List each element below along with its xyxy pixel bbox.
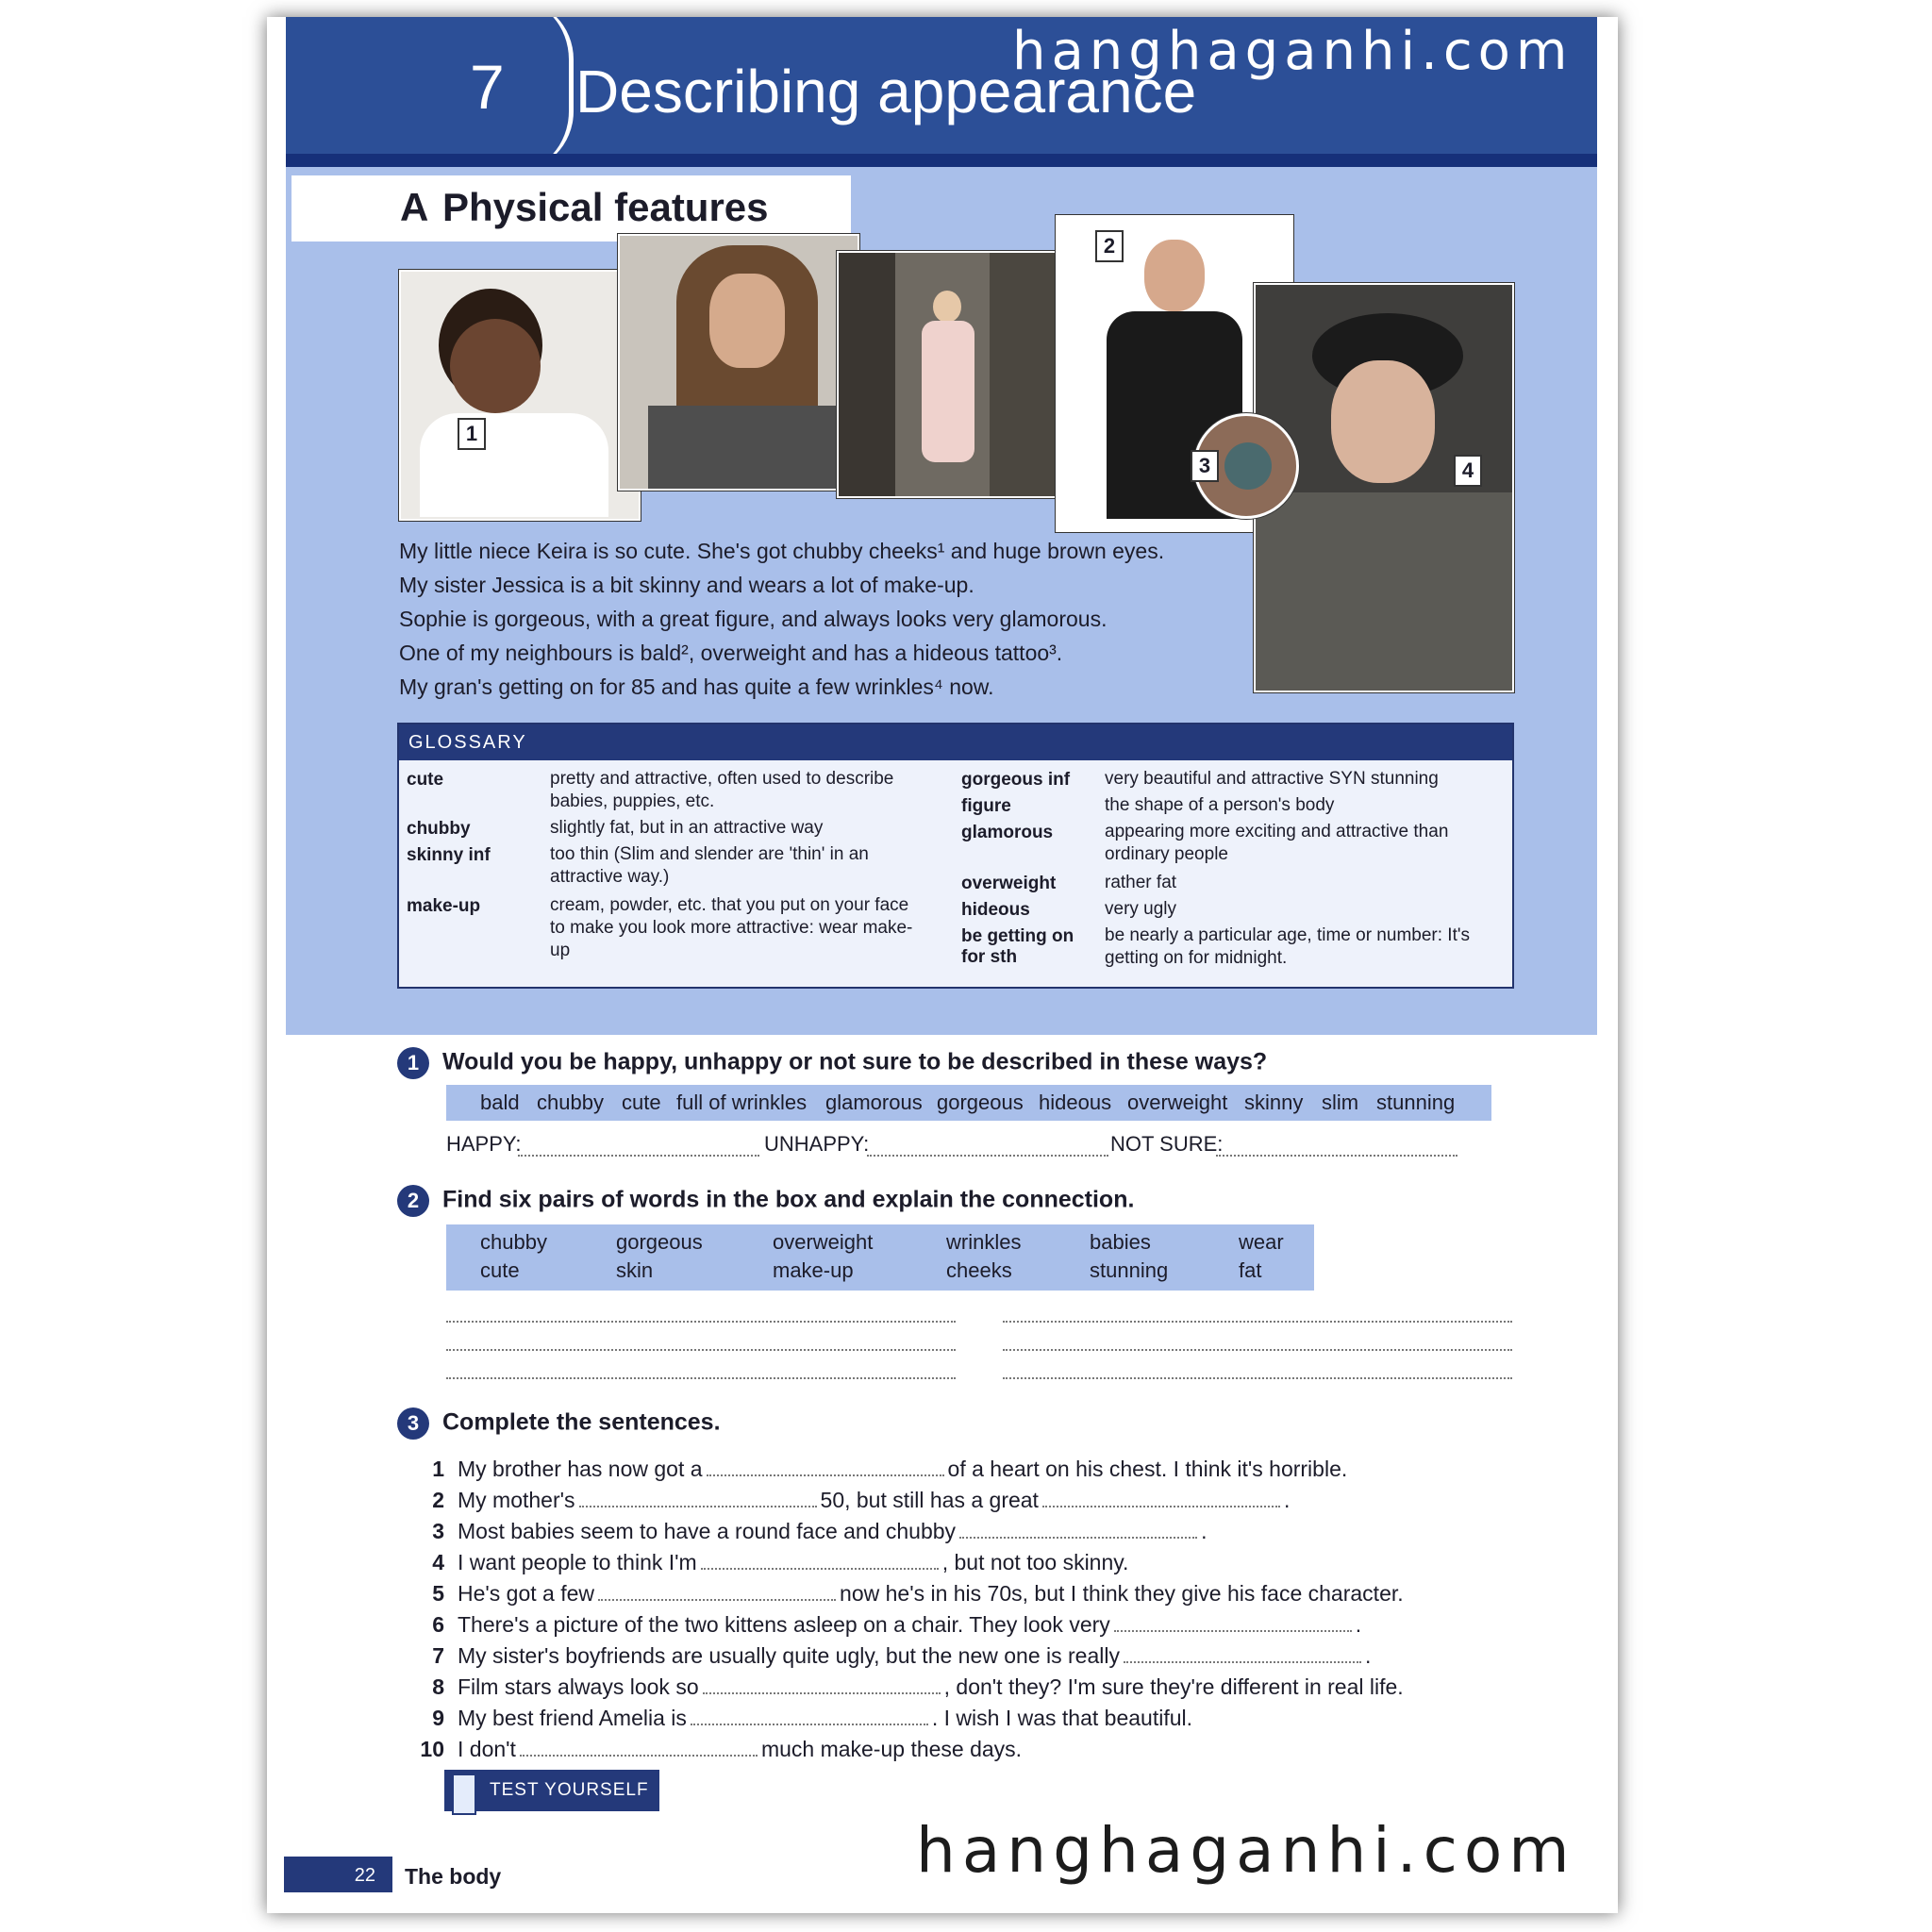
word-chip: wrinkles [946, 1230, 1022, 1254]
watermark-bottom: hanghaganhi.com [916, 1814, 1576, 1887]
sentence [399, 1488, 1437, 1513]
sentence-text: I don't [458, 1737, 516, 1761]
exercise-2-instruction: Find six pairs of words in the box and explain the connection. [442, 1186, 1135, 1213]
sentence-text: , but not too skinny. [941, 1550, 1129, 1574]
glossary-title-bar [399, 724, 1512, 760]
glossary-term: overweight [961, 874, 1057, 893]
sentence-number: 10 [420, 1737, 444, 1761]
glossary-definition: slightly fat, but in an attractive way [550, 818, 824, 838]
word-chip: gorgeous [616, 1230, 703, 1254]
photo-tag-4: 4 [1454, 455, 1482, 487]
answer-blank[interactable] [1124, 1644, 1361, 1663]
word-chip: cute [480, 1258, 520, 1282]
unit-number: 7 [470, 52, 505, 122]
sentence-number: 5 [432, 1581, 444, 1606]
answer-blank[interactable] [959, 1520, 1197, 1539]
glossary-definition: cream, powder, etc. that you put on your face to make you look more attractive: wear make-up [550, 895, 913, 960]
sentence-number: 8 [432, 1674, 444, 1699]
exercise-1-number: 1 [397, 1047, 429, 1079]
intro-text [399, 534, 1248, 704]
sentence-text: My brother has now got a [458, 1457, 703, 1481]
sentence-text: My sister's boyfriends are usually quite ugly, but the new one is really [458, 1643, 1120, 1668]
workbook-page [267, 17, 1618, 1913]
exercise-3-heading [397, 1407, 721, 1440]
glossary-term: skinny inf [407, 845, 491, 865]
photo-tag-3: 3 [1191, 450, 1219, 482]
unhappy-label: UNHAPPY: [764, 1132, 870, 1156]
not-sure-label: NOT SURE: [1110, 1132, 1224, 1156]
glossary-definition: too thin (Slim and slender are 'thin' in an attractive way.) [550, 844, 869, 887]
word-chip: stunning [1090, 1258, 1169, 1282]
sentence-text: . [1283, 1488, 1291, 1512]
exercise-1-word-box [446, 1085, 1491, 1121]
sentence-text: . [1364, 1643, 1372, 1668]
intro-line-5: My gran's getting on for 85 and has quite a few wrinkles⁴ now. [399, 675, 994, 699]
sentence-number: 3 [432, 1519, 444, 1543]
word-chip: full of wrinkles [676, 1091, 808, 1114]
sentence-number: 9 [432, 1706, 444, 1730]
exercise-2-heading [397, 1185, 1134, 1217]
word-chip: skin [616, 1258, 654, 1282]
glossary-box [397, 723, 1514, 989]
sentence-text: My mother's [458, 1488, 575, 1512]
answer-blank[interactable] [579, 1489, 817, 1507]
sentence-number: 2 [432, 1488, 444, 1512]
answer-line[interactable] [446, 1349, 956, 1351]
exercise-3-number: 3 [397, 1407, 429, 1440]
sentence-number: 4 [432, 1550, 444, 1574]
photo-baby [399, 270, 641, 521]
exercise-2-number: 2 [397, 1185, 429, 1217]
answer-line[interactable] [1003, 1377, 1512, 1379]
unit-title: Describing appearance [575, 58, 1197, 125]
glossary-definition: very beautiful and attractive SYN stunning [1105, 769, 1439, 789]
intro-line-4: One of my neighbours is bald², overweight and has a hideous tattoo³. [399, 641, 1063, 665]
word-chip: skinny [1244, 1091, 1304, 1114]
sentence [399, 1581, 1437, 1607]
sentence-text: . [1201, 1519, 1208, 1543]
word-chip: slim [1322, 1091, 1359, 1114]
glossary-title: GLOSSARY [408, 732, 527, 753]
watermark-top: hanghaganhi.com [1012, 21, 1574, 82]
not-sure-answer-line[interactable] [1216, 1155, 1457, 1157]
word-chip: chubby [537, 1091, 604, 1114]
sentence-text: My best friend Amelia is [458, 1706, 687, 1730]
sentence [399, 1643, 1437, 1669]
word-chip: overweight [773, 1230, 874, 1254]
intro-line-1: My little niece Keira is so cute. She's got chubby cheeks¹ and huge brown eyes. [399, 539, 1165, 563]
sentence-text: of a heart on his chest. I think it's horrible. [947, 1457, 1348, 1481]
answer-line[interactable] [1003, 1349, 1512, 1351]
intro-line-3: Sophie is gorgeous, with a great figure, and always looks very glamorous. [399, 607, 1108, 631]
word-chip: hideous [1039, 1091, 1112, 1114]
unhappy-answer-line[interactable] [867, 1155, 1108, 1157]
answer-blank[interactable] [707, 1457, 944, 1476]
sentence-text: He's got a few [458, 1581, 595, 1606]
word-chip: stunning [1376, 1091, 1456, 1114]
photo-young-woman [618, 234, 859, 491]
sentence-number: 7 [432, 1643, 444, 1668]
sentence [399, 1674, 1437, 1700]
word-chip: fat [1239, 1258, 1262, 1282]
answer-line[interactable] [446, 1377, 956, 1379]
footer-section: The body [405, 1864, 502, 1889]
word-chip: make-up [773, 1258, 854, 1282]
answer-blank[interactable] [1114, 1613, 1352, 1632]
answer-line[interactable] [1003, 1321, 1512, 1323]
sentence-text: There's a picture of the two kittens asleep on a chair. They look very [458, 1612, 1110, 1637]
sentence-text: Film stars always look so [458, 1674, 699, 1699]
sentence [399, 1737, 1437, 1762]
word-chip: gorgeous [937, 1091, 1024, 1114]
sentence-text: . I wish I was that beautiful. [931, 1706, 1193, 1730]
glossary-definition: rather fat [1105, 873, 1177, 892]
word-chip: cheeks [946, 1258, 1012, 1282]
photo-street-woman [837, 251, 1059, 498]
page-number: 22 [354, 1865, 375, 1886]
exercise-1-instruction: Would you be happy, unhappy or not sure to be described in these ways? [442, 1048, 1268, 1075]
glossary-term: gorgeous inf [961, 770, 1071, 790]
glossary-term: chubby [407, 819, 471, 839]
happy-answer-line[interactable] [518, 1155, 759, 1157]
glossary-term: cute [407, 770, 444, 790]
header-rule [286, 154, 1597, 167]
answer-blank[interactable] [703, 1675, 941, 1694]
sentence [399, 1457, 1437, 1482]
word-chip: glamorous [825, 1091, 923, 1114]
sentence [399, 1550, 1437, 1575]
glossary-definition: the shape of a person's body [1105, 795, 1335, 815]
intro-line-2: My sister Jessica is a bit skinny and wears a lot of make-up. [399, 573, 974, 597]
glossary-term: figure [961, 796, 1011, 816]
sentence-number: 1 [432, 1457, 444, 1481]
section-letter: A [400, 185, 429, 229]
sentence-text: 50, but still has a great [820, 1488, 1039, 1512]
answer-blank[interactable] [701, 1551, 939, 1570]
word-chip: overweight [1127, 1091, 1228, 1114]
exercise-2-word-box [446, 1224, 1314, 1291]
word-chip: babies [1090, 1230, 1151, 1254]
sentence-text: now he's in his 70s, but I think they give his face character. [840, 1581, 1404, 1606]
tattoo-inset [1193, 413, 1299, 519]
book-icon [452, 1774, 476, 1815]
word-chip: cute [622, 1091, 661, 1114]
sentence-text: much make-up these days. [760, 1737, 1023, 1761]
answer-blank[interactable] [1042, 1489, 1280, 1507]
word-chip: bald [480, 1091, 520, 1114]
glossary-definition: pretty and attractive, often used to describe babies, puppies, etc. [550, 769, 894, 811]
glossary-definition: very ugly [1105, 899, 1177, 919]
glossary-term: glamorous [961, 823, 1054, 842]
glossary-term: be getting on for sth [961, 926, 1074, 967]
page-number-tab [284, 1857, 392, 1892]
section-title: Physical features [442, 185, 769, 229]
sentence-text: . [1355, 1612, 1362, 1637]
sentence [399, 1519, 1437, 1544]
answer-blank[interactable] [691, 1707, 928, 1725]
sentence-number: 6 [432, 1612, 444, 1637]
glossary-term: make-up [407, 896, 481, 916]
sentence-text: , don't they? I'm sure they're different in real life. [943, 1674, 1404, 1699]
sentence-text: I want people to think I'm [458, 1550, 697, 1574]
test-yourself-button[interactable] [444, 1770, 659, 1811]
glossary-definition: be nearly a particular age, time or number: It's getting on for midnight. [1105, 925, 1470, 968]
answer-line[interactable] [446, 1321, 956, 1323]
word-chip: wear [1239, 1230, 1284, 1254]
test-yourself-label: TEST YOURSELF [490, 1780, 649, 1800]
sentence [399, 1612, 1437, 1638]
answer-blank[interactable] [520, 1738, 758, 1757]
header-bracket [512, 17, 574, 173]
glossary-definition: appearing more exciting and attractive than ordinary people [1105, 822, 1449, 864]
sentence-text: Most babies seem to have a round face and chubby [458, 1519, 957, 1543]
glossary-term: hideous [961, 900, 1030, 920]
word-chip: chubby [480, 1230, 547, 1254]
photo-tag-1: 1 [458, 418, 486, 450]
exercise-1-heading [397, 1047, 1267, 1079]
answer-blank[interactable] [598, 1582, 836, 1601]
section-a-heading [291, 175, 851, 242]
photo-tag-2: 2 [1095, 230, 1124, 262]
sentence [399, 1706, 1437, 1731]
happy-label: HAPPY: [446, 1132, 522, 1156]
exercise-3-instruction: Complete the sentences. [442, 1408, 721, 1436]
